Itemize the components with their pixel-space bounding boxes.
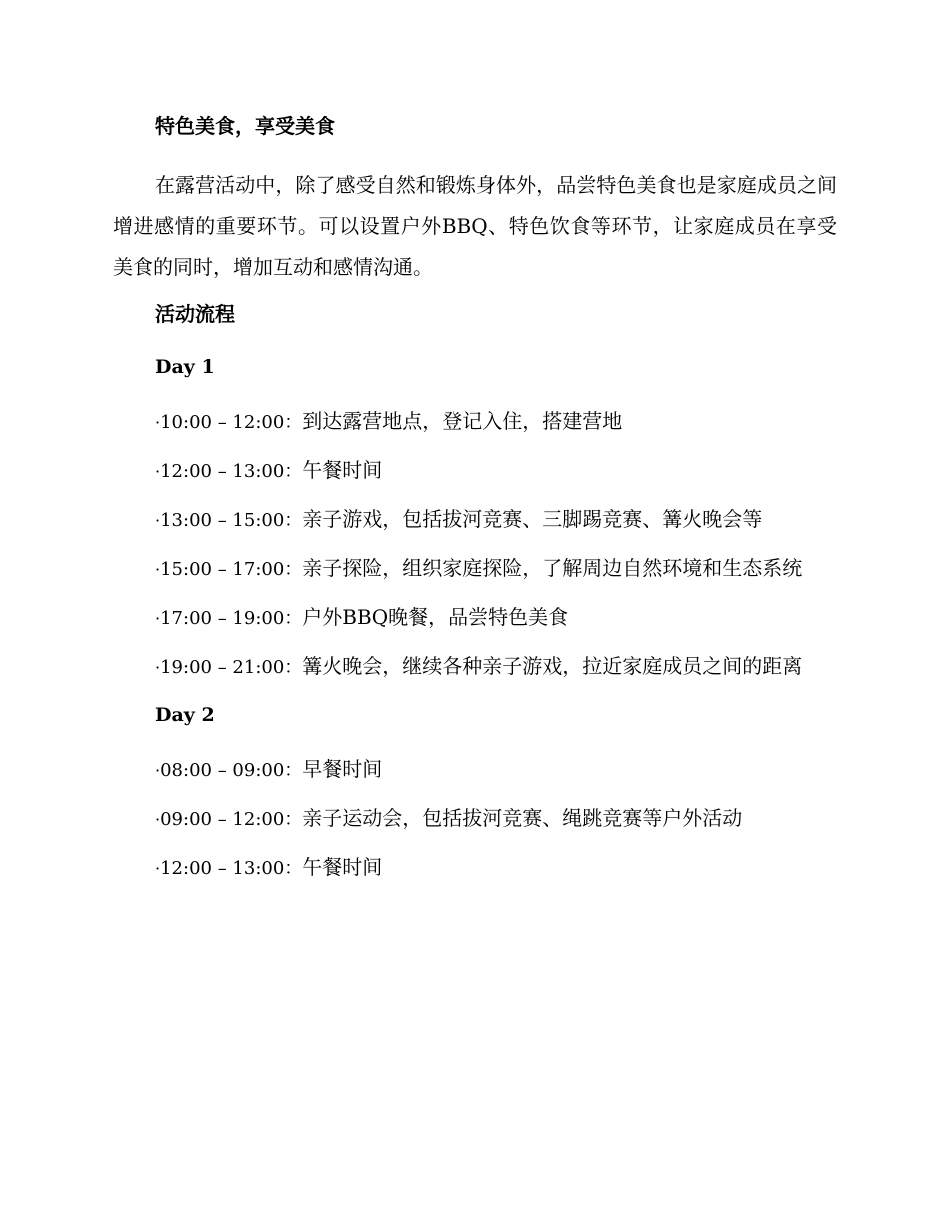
schedule-item: [113, 645, 837, 689]
bullet-point: ·: [155, 658, 161, 677]
schedule-time: 13:00 – 15:00：: [160, 510, 303, 531]
day-2-title: Day 2: [155, 704, 215, 726]
schedule-time: 15:00 – 17:00：: [160, 559, 303, 580]
schedule-desc: 午餐时间: [302, 855, 383, 879]
bullet-point: ·: [155, 609, 161, 628]
bullet-point: ·: [155, 761, 161, 780]
bullet-point: ·: [155, 859, 161, 878]
schedule-desc: 篝火晚会，继续各种亲子游戏，拉近家庭成员之间的距离: [302, 654, 803, 678]
schedule-desc: 户外BBQ晚餐，品尝特色美食: [302, 605, 569, 629]
schedule-desc: 早餐时间: [302, 757, 383, 781]
schedule-desc: 亲子运动会，包括拔河竞赛、绳跳竞赛等户外活动: [302, 806, 743, 830]
schedule-desc: 亲子游戏，包括拔河竞赛、三脚踢竞赛、篝火晚会等: [302, 507, 763, 531]
schedule-item: [113, 596, 837, 640]
schedule-time: 17:00 – 19:00：: [160, 608, 303, 629]
schedule-heading: 活动流程: [155, 302, 235, 326]
schedule-item: [113, 797, 837, 841]
bullet-point: ·: [155, 560, 161, 579]
food-section-heading: 特色美食，享受美食: [155, 114, 335, 138]
bullet-point: ·: [155, 462, 161, 481]
document-content: [113, 112, 837, 902]
food-section-paragraph: 在露营活动中，除了感受自然和锻炼身体外，品尝特色美食也是家庭成员之间增进感情的重要环节。可以设置户外BBQ、特色饮食等环节，让家庭成员在享受美食的同时，增加互动和感情沟通。: [113, 173, 837, 279]
bullet-point: ·: [155, 413, 161, 432]
schedule-item: [113, 449, 837, 493]
schedule-desc: 到达露营地点，登记入住，搭建营地: [302, 409, 623, 433]
day-1-title: Day 1: [155, 356, 215, 378]
schedule-item: [113, 748, 837, 792]
schedule-time: 10:00 – 12:00：: [160, 412, 303, 433]
schedule-desc: 亲子探险，组织家庭探险，了解周边自然环境和生态系统: [302, 556, 803, 580]
schedule-time: 09:00 – 12:00：: [160, 809, 303, 830]
schedule-item: [113, 547, 837, 591]
schedule-time: 12:00 – 13:00：: [160, 858, 303, 879]
schedule-item: [113, 400, 837, 444]
schedule-item: [113, 846, 837, 890]
schedule-item: [113, 498, 837, 542]
bullet-point: ·: [155, 511, 161, 530]
bullet-point: ·: [155, 810, 161, 829]
schedule-time: 12:00 – 13:00：: [160, 461, 303, 482]
schedule-time: 08:00 – 09:00：: [160, 760, 303, 781]
schedule-time: 19:00 – 21:00：: [160, 657, 303, 678]
schedule-desc: 午餐时间: [302, 458, 383, 482]
